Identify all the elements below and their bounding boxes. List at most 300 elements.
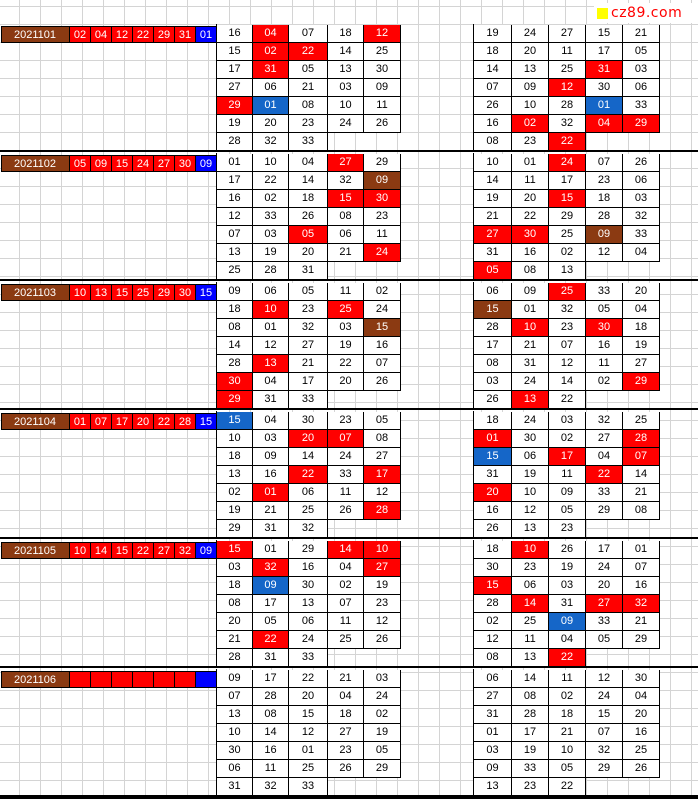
right-number-cell: 10 (512, 541, 549, 559)
right-number-cell: 17 (586, 43, 623, 61)
left-number-cell: 33 (289, 649, 328, 667)
right-number-cell: 19 (623, 337, 660, 355)
right-number-cell: 29 (586, 502, 623, 520)
right-number-cell: 13 (512, 61, 549, 79)
left-number-cell: 10 (328, 97, 364, 115)
right-number-cell: 31 (549, 595, 586, 613)
left-number-cell: 09 (364, 79, 401, 97)
left-number-cell: 12 (217, 208, 253, 226)
right-number-cell: 02 (512, 115, 549, 133)
right-number-cell: 02 (549, 244, 586, 262)
red-ball-cell: 02 (70, 26, 91, 43)
right-number-cell: 16 (474, 502, 512, 520)
right-number-cell: 07 (549, 337, 586, 355)
left-number-cell: 21 (253, 502, 289, 520)
right-number-cell: 12 (549, 79, 586, 97)
right-number-cell: 24 (586, 559, 623, 577)
right-number-cell: 09 (512, 79, 549, 97)
left-number-cell: 09 (253, 448, 289, 466)
right-number-cell: 26 (474, 97, 512, 115)
left-number-cell: 01 (289, 742, 328, 760)
left-number-cell: 32 (289, 319, 328, 337)
period-label: 2021101 (1, 26, 70, 43)
right-number-cell: 29 (623, 631, 660, 649)
left-number-cell: 05 (289, 226, 328, 244)
right-number-cell: 29 (623, 115, 660, 133)
section-divider (0, 150, 698, 152)
right-number-cell: 18 (474, 541, 512, 559)
right-number-cell: 08 (512, 262, 549, 280)
right-number-cell: 06 (512, 577, 549, 595)
left-number-cell: 02 (253, 190, 289, 208)
left-number-cell: 01 (253, 541, 289, 559)
left-number-cell: 18 (328, 706, 364, 724)
right-number-cell: 19 (549, 559, 586, 577)
right-number-cell: 32 (623, 595, 660, 613)
right-number-cell: 13 (549, 262, 586, 280)
left-number-cell: 14 (328, 541, 364, 559)
right-number-cell: 11 (549, 670, 586, 688)
left-number-cell: 32 (253, 133, 289, 151)
left-number-cell: 23 (364, 595, 401, 613)
right-number-cell: 06 (623, 79, 660, 97)
right-number-cell: 22 (512, 208, 549, 226)
right-number-cell: 32 (623, 208, 660, 226)
right-number-cell: 04 (586, 115, 623, 133)
left-number-cell: 19 (217, 502, 253, 520)
left-number-cell: 22 (289, 670, 328, 688)
left-number-cell: 02 (328, 577, 364, 595)
period-label: 2021105 (1, 542, 70, 559)
left-number-cell: 25 (328, 301, 364, 319)
right-number-cell: 24 (512, 25, 549, 43)
red-ball-cell: 15 (112, 542, 133, 559)
left-number-cell: 33 (289, 391, 328, 409)
left-number-cell: 13 (253, 355, 289, 373)
right-number-cell: 07 (474, 79, 512, 97)
right-number-cell: 28 (512, 706, 549, 724)
right-number-cell: 32 (586, 412, 623, 430)
left-number-cell: 04 (253, 25, 289, 43)
right-number-cell: 10 (474, 154, 512, 172)
left-number-cell: 23 (328, 742, 364, 760)
blue-ball-cell: 09 (196, 155, 217, 172)
right-number-cell: 16 (474, 115, 512, 133)
left-number-cell: 29 (364, 760, 401, 778)
right-number-cell: 27 (474, 688, 512, 706)
left-number-cell: 25 (217, 262, 253, 280)
red-ball-cell (70, 671, 91, 688)
right-number-cell: 28 (623, 430, 660, 448)
right-number-cell: 30 (586, 79, 623, 97)
right-number-cell: 08 (623, 502, 660, 520)
right-number-cell: 06 (623, 172, 660, 190)
right-number-cell: 27 (474, 226, 512, 244)
right-number-cell: 18 (474, 43, 512, 61)
red-ball-cell (154, 671, 175, 688)
right-number-cell: 15 (474, 577, 512, 595)
left-number-cell: 23 (328, 412, 364, 430)
left-number-cell: 09 (217, 283, 253, 301)
right-number-cell: 22 (549, 778, 586, 796)
red-ball-cell: 25 (133, 284, 154, 301)
left-number-cell: 26 (328, 760, 364, 778)
left-number-cell: 13 (217, 244, 253, 262)
left-number-cell: 13 (217, 466, 253, 484)
left-number-cell: 29 (217, 97, 253, 115)
red-ball-cell (133, 671, 154, 688)
left-number-cell: 08 (217, 319, 253, 337)
right-number-cell: 05 (474, 262, 512, 280)
left-number-cell: 12 (253, 337, 289, 355)
left-number-cell: 05 (289, 61, 328, 79)
left-number-cell: 20 (217, 613, 253, 631)
right-number-cell: 20 (623, 283, 660, 301)
left-number-cell: 07 (364, 355, 401, 373)
left-number-cell: 08 (253, 706, 289, 724)
right-number-cell: 02 (549, 430, 586, 448)
left-number-cell: 23 (289, 301, 328, 319)
right-number-cell: 18 (549, 706, 586, 724)
right-number-cell: 13 (512, 391, 549, 409)
right-number-cell: 21 (549, 724, 586, 742)
right-number-cell: 07 (586, 724, 623, 742)
red-ball-cell: 13 (91, 284, 112, 301)
left-number-cell: 14 (289, 172, 328, 190)
left-number-cell: 08 (328, 208, 364, 226)
left-number-cell: 01 (217, 154, 253, 172)
left-number-cell: 11 (364, 226, 401, 244)
right-number-cell: 25 (549, 283, 586, 301)
right-number-cell: 23 (549, 520, 586, 538)
left-number-cell: 32 (289, 520, 328, 538)
left-number-cell: 10 (364, 541, 401, 559)
left-number-cell: 08 (217, 595, 253, 613)
blue-ball-cell (196, 671, 217, 688)
left-number-cell: 24 (364, 688, 401, 706)
left-number-cell: 19 (328, 337, 364, 355)
blue-ball-cell: 09 (196, 542, 217, 559)
right-number-cell: 10 (549, 742, 586, 760)
left-number-cell: 17 (253, 595, 289, 613)
left-number-cell: 33 (328, 466, 364, 484)
left-number-cell: 13 (217, 706, 253, 724)
left-number-cell: 26 (328, 502, 364, 520)
left-number-cell: 20 (328, 373, 364, 391)
right-number-cell: 03 (474, 742, 512, 760)
right-number-cell: 25 (623, 742, 660, 760)
right-number-cell: 05 (586, 301, 623, 319)
left-number-cell: 22 (253, 172, 289, 190)
red-ball-cell: 12 (112, 26, 133, 43)
right-number-cell: 03 (623, 190, 660, 208)
red-ball-cell: 27 (154, 155, 175, 172)
left-number-cell: 15 (364, 319, 401, 337)
right-number-cell: 16 (623, 577, 660, 595)
left-number-cell: 15 (328, 190, 364, 208)
left-number-cell: 33 (289, 133, 328, 151)
right-number-cell: 15 (474, 301, 512, 319)
right-number-cell: 01 (474, 724, 512, 742)
left-number-cell: 19 (364, 724, 401, 742)
left-number-cell: 12 (289, 724, 328, 742)
red-ball-cell: 29 (154, 284, 175, 301)
blue-ball-cell: 15 (196, 284, 217, 301)
right-number-cell: 27 (586, 595, 623, 613)
left-number-cell: 06 (253, 283, 289, 301)
right-number-cell: 06 (512, 448, 549, 466)
left-number-cell: 18 (289, 190, 328, 208)
left-number-cell: 28 (217, 649, 253, 667)
left-number-cell: 09 (253, 577, 289, 595)
red-ball-cell: 31 (175, 26, 196, 43)
left-number-cell: 08 (289, 97, 328, 115)
section-divider (0, 279, 698, 281)
red-ball-cell: 01 (70, 413, 91, 430)
right-number-cell: 32 (586, 742, 623, 760)
right-number-cell: 33 (512, 760, 549, 778)
left-number-cell: 07 (217, 226, 253, 244)
left-number-cell: 25 (289, 502, 328, 520)
left-number-cell: 05 (364, 412, 401, 430)
right-number-cell: 16 (623, 724, 660, 742)
left-number-cell: 10 (253, 154, 289, 172)
left-number-cell: 27 (364, 559, 401, 577)
right-number-cell: 06 (474, 670, 512, 688)
right-number-cell: 25 (549, 61, 586, 79)
section-divider (0, 666, 698, 668)
right-number-cell: 04 (586, 448, 623, 466)
red-ball-cell: 30 (175, 155, 196, 172)
right-number-cell: 14 (474, 172, 512, 190)
red-ball-cell (91, 671, 112, 688)
right-number-cell: 31 (474, 244, 512, 262)
left-number-cell: 15 (217, 541, 253, 559)
right-number-cell: 26 (474, 391, 512, 409)
right-number-cell: 17 (549, 448, 586, 466)
red-ball-cell: 15 (112, 284, 133, 301)
right-number-cell: 12 (474, 631, 512, 649)
left-number-cell: 05 (253, 613, 289, 631)
right-number-cell: 09 (512, 283, 549, 301)
left-number-cell: 10 (217, 430, 253, 448)
left-number-cell: 04 (328, 559, 364, 577)
left-number-cell: 28 (217, 355, 253, 373)
right-number-cell: 02 (474, 613, 512, 631)
right-number-cell: 03 (549, 577, 586, 595)
right-number-cell: 23 (512, 133, 549, 151)
right-number-cell: 04 (549, 631, 586, 649)
right-number-cell: 20 (512, 190, 549, 208)
right-number-cell: 24 (512, 373, 549, 391)
red-ball-cell: 20 (133, 413, 154, 430)
left-number-cell: 22 (289, 43, 328, 61)
right-number-cell: 25 (549, 226, 586, 244)
right-number-cell: 01 (512, 154, 549, 172)
left-number-cell: 20 (253, 115, 289, 133)
right-number-cell: 20 (623, 706, 660, 724)
right-number-cell: 01 (623, 541, 660, 559)
right-number-cell: 23 (549, 319, 586, 337)
left-number-cell: 14 (217, 337, 253, 355)
right-number-cell: 12 (586, 670, 623, 688)
right-number-cell: 19 (512, 466, 549, 484)
right-number-cell: 24 (512, 412, 549, 430)
left-number-cell: 25 (289, 760, 328, 778)
left-number-cell: 22 (253, 631, 289, 649)
left-number-cell: 17 (217, 172, 253, 190)
right-number-cell: 17 (512, 724, 549, 742)
red-ball-cell: 04 (91, 26, 112, 43)
right-number-cell: 25 (512, 613, 549, 631)
left-number-cell: 17 (217, 61, 253, 79)
left-number-cell: 30 (289, 412, 328, 430)
right-number-cell: 19 (474, 25, 512, 43)
left-number-cell: 14 (328, 43, 364, 61)
left-number-cell: 32 (253, 778, 289, 796)
left-number-cell: 20 (289, 244, 328, 262)
left-number-cell: 15 (217, 43, 253, 61)
period-label: 2021106 (1, 671, 70, 688)
red-ball-cell: 14 (91, 542, 112, 559)
left-number-cell: 11 (328, 613, 364, 631)
right-number-cell: 09 (549, 613, 586, 631)
left-number-cell: 08 (364, 430, 401, 448)
right-number-cell: 31 (586, 61, 623, 79)
right-number-cell: 10 (512, 484, 549, 502)
left-number-cell: 21 (328, 244, 364, 262)
left-number-cell: 16 (289, 559, 328, 577)
left-number-cell: 27 (364, 448, 401, 466)
left-number-cell: 18 (217, 301, 253, 319)
left-number-cell: 17 (364, 466, 401, 484)
left-number-cell: 16 (217, 25, 253, 43)
left-number-cell: 24 (328, 448, 364, 466)
left-number-cell: 27 (217, 79, 253, 97)
left-number-cell: 31 (289, 262, 328, 280)
left-number-cell: 31 (217, 778, 253, 796)
left-number-cell: 25 (364, 43, 401, 61)
left-number-cell: 32 (328, 172, 364, 190)
right-number-cell: 29 (549, 208, 586, 226)
left-number-cell: 24 (289, 631, 328, 649)
left-number-cell: 18 (328, 25, 364, 43)
right-number-cell: 18 (474, 412, 512, 430)
red-ball-cell: 28 (175, 413, 196, 430)
left-number-cell: 20 (289, 430, 328, 448)
right-number-cell: 13 (474, 778, 512, 796)
red-ball-cell: 09 (91, 155, 112, 172)
right-number-cell: 18 (586, 190, 623, 208)
right-number-cell: 08 (474, 649, 512, 667)
right-number-cell: 07 (586, 154, 623, 172)
left-number-cell: 20 (289, 688, 328, 706)
left-number-cell: 29 (364, 154, 401, 172)
red-ball-cell: 32 (175, 542, 196, 559)
left-number-cell: 03 (253, 430, 289, 448)
left-number-cell: 30 (217, 742, 253, 760)
red-ball-cell: 22 (133, 542, 154, 559)
left-number-cell: 21 (289, 355, 328, 373)
left-number-cell: 23 (289, 115, 328, 133)
right-number-cell: 12 (549, 355, 586, 373)
right-number-cell: 32 (549, 301, 586, 319)
right-number-cell: 24 (549, 154, 586, 172)
right-number-cell: 05 (623, 43, 660, 61)
red-ball-cell: 24 (133, 155, 154, 172)
right-number-cell: 30 (512, 226, 549, 244)
left-number-cell: 03 (328, 79, 364, 97)
right-number-cell: 07 (623, 559, 660, 577)
right-number-cell: 33 (586, 283, 623, 301)
right-number-cell: 25 (623, 412, 660, 430)
right-number-cell: 04 (623, 688, 660, 706)
right-number-cell: 30 (623, 670, 660, 688)
watermark-logo (594, 3, 698, 23)
left-number-cell: 21 (328, 670, 364, 688)
right-number-cell: 29 (623, 373, 660, 391)
left-number-cell: 14 (289, 448, 328, 466)
left-number-cell: 04 (253, 412, 289, 430)
right-number-cell: 04 (623, 301, 660, 319)
right-number-cell: 24 (586, 688, 623, 706)
left-number-cell: 23 (364, 208, 401, 226)
left-number-cell: 15 (289, 706, 328, 724)
left-number-cell: 03 (253, 226, 289, 244)
left-number-cell: 18 (217, 448, 253, 466)
left-number-cell: 02 (364, 283, 401, 301)
right-number-cell: 14 (512, 595, 549, 613)
right-number-cell: 08 (512, 688, 549, 706)
right-number-cell: 07 (623, 448, 660, 466)
right-number-cell: 30 (474, 559, 512, 577)
right-number-cell: 31 (474, 706, 512, 724)
left-number-cell: 10 (253, 301, 289, 319)
left-number-cell: 02 (364, 706, 401, 724)
left-number-cell: 31 (253, 520, 289, 538)
section-divider (0, 537, 698, 539)
right-number-cell: 06 (474, 283, 512, 301)
right-number-cell: 17 (474, 337, 512, 355)
left-number-cell: 12 (364, 613, 401, 631)
right-number-cell: 21 (512, 337, 549, 355)
right-number-cell: 12 (512, 502, 549, 520)
right-number-cell: 23 (586, 172, 623, 190)
right-number-cell: 03 (623, 61, 660, 79)
left-number-cell: 27 (328, 154, 364, 172)
left-number-cell: 31 (253, 649, 289, 667)
period-label: 2021104 (1, 413, 70, 430)
left-number-cell: 21 (217, 631, 253, 649)
right-number-cell: 15 (586, 25, 623, 43)
left-number-cell: 31 (253, 61, 289, 79)
left-number-cell: 29 (289, 541, 328, 559)
right-number-cell: 11 (512, 172, 549, 190)
right-number-cell: 33 (586, 484, 623, 502)
right-number-cell: 09 (474, 760, 512, 778)
right-number-cell: 11 (549, 466, 586, 484)
left-number-cell: 11 (328, 484, 364, 502)
left-number-cell: 09 (364, 172, 401, 190)
red-ball-cell: 30 (175, 284, 196, 301)
left-number-cell: 18 (217, 577, 253, 595)
right-number-cell: 15 (586, 706, 623, 724)
left-number-cell: 10 (217, 724, 253, 742)
right-number-cell: 05 (586, 631, 623, 649)
left-number-cell: 22 (289, 466, 328, 484)
left-number-cell: 21 (289, 79, 328, 97)
left-number-cell: 12 (364, 484, 401, 502)
